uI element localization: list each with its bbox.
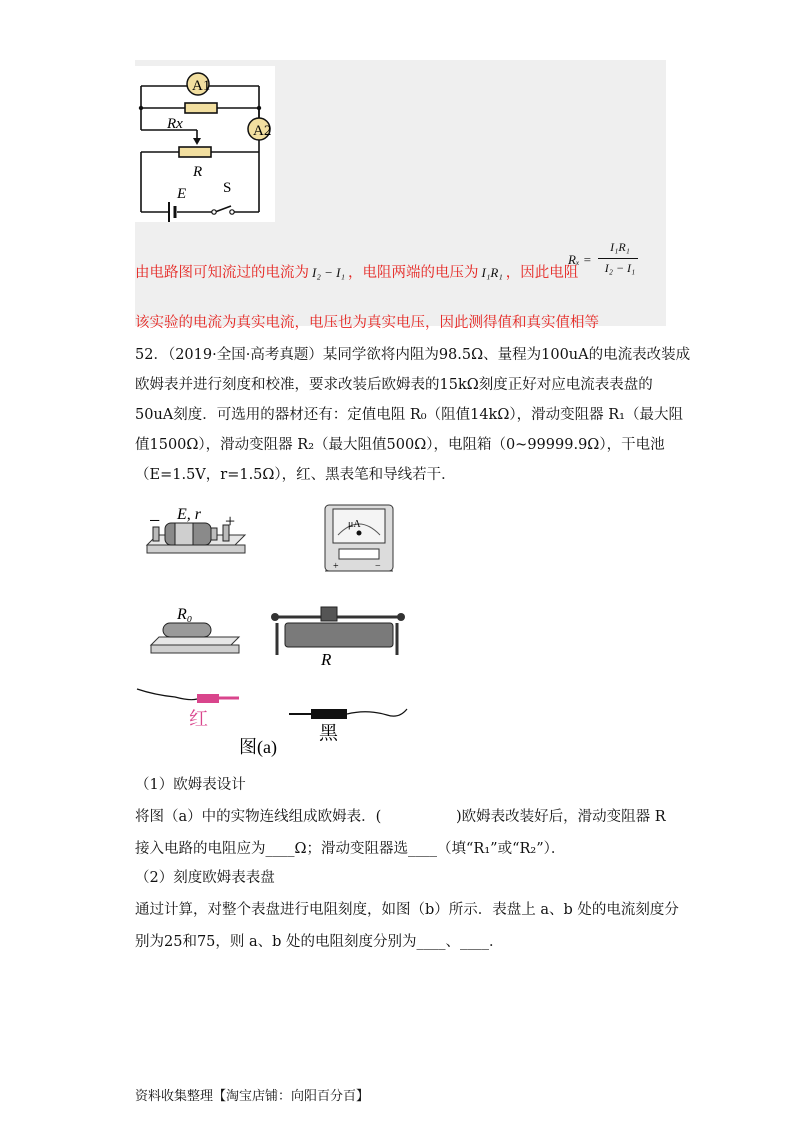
analysis-line-2: 该实验的电流为真实电流，电压也为真实电压，因此测得值和真实值相等 [135,315,599,331]
voltage-expr: I₁R₁ [481,265,503,280]
q1-line-1b: )欧姆表改装好后，滑动变阻器 R [456,809,666,825]
fraction-bar [598,258,638,259]
red-probe-icon [137,689,239,703]
s-label: S [223,180,232,196]
rx-denominator: I₂ − I₁ [604,261,636,275]
r-rheostat-label: R [321,650,332,669]
black-probe-icon [289,709,407,719]
battery-minus: − [149,510,161,532]
meter-label: μA [348,519,361,530]
a1-label: A1 [192,78,211,94]
rx-numerator: I₁R₁ [610,240,630,254]
battery-plus: + [225,511,236,531]
figure-a [135,495,435,765]
q2-title: （2）刻度欧姆表表盘 [135,870,275,886]
footer-text: 资料收集整理【淘宝店铺：向阳百分百】 [135,1089,370,1104]
red-label: 红 [189,709,209,730]
r-label: R [193,164,203,180]
analysis-suffix: ，因此电阻 [505,265,579,281]
r0-label: R₀ [177,606,193,623]
meter-minus: − [375,561,381,572]
analysis-line-1 [135,261,578,282]
figure-caption: 图(a) [239,737,277,757]
current-expr: I₂ − I₁ [312,265,345,280]
rx-lhs: Rₓ = [568,252,592,267]
analysis-mid: ，电阻两端的电压为 [347,265,479,281]
q2-line-1: 通过计算，对整个表盘进行电阻刻度，如图（b）所示．表盘上 a、b 处的电流刻度分 [135,902,679,918]
problem-line-5: （E=1.5V，r=1.5Ω），红、黑表笔和导线若干． [135,467,456,483]
a2-label: A2 [253,123,272,139]
q2-line-2: 别为25和75，则 a、b 处的电阻刻度分别为____、____． [135,934,504,950]
problem-line-3: 50uA刻度．可选用的器材还有：定值电阻 R₀（阻值14kΩ），滑动变阻器 R₁（最大阻 [135,407,683,423]
meter-plus: + [333,561,339,572]
e-label: E [177,186,187,202]
rheostat-icon [271,607,405,655]
q1-line-1a: 将图（a）中的实物连线组成欧姆表．( [135,809,382,825]
circuit-diagram [135,66,275,222]
circuit-svg [135,66,275,222]
figure-a-svg [135,495,435,765]
problem-line-4: 值1500Ω），滑动变阻器 R₂（最大阻值500Ω），电阻箱（0~99999.9Ω），干电池 [135,437,665,453]
q1-line-2: 接入电路的电阻应为____Ω；滑动变阻器选____（填“R₁”或“R₂”）． [135,841,566,857]
problem-line-1: 52．（2019·全国·高考真题）某同学欲将内阻为98.5Ω、量程为100uA的电流表改装成 [135,347,691,363]
q1-title: （1）欧姆表设计 [135,777,246,793]
battery-label: E, r [177,506,201,523]
rx-label: Rx [167,116,183,132]
black-label: 黑 [319,723,339,744]
analysis-prefix: 由电路图可知流过的电流为 [135,265,309,281]
problem-line-2: 欧姆表并进行刻度和校准，要求改装后欧姆表的15kΩ刻度正好对应电流表表盘的 [135,377,653,393]
fixed-resistor-icon [151,623,239,653]
